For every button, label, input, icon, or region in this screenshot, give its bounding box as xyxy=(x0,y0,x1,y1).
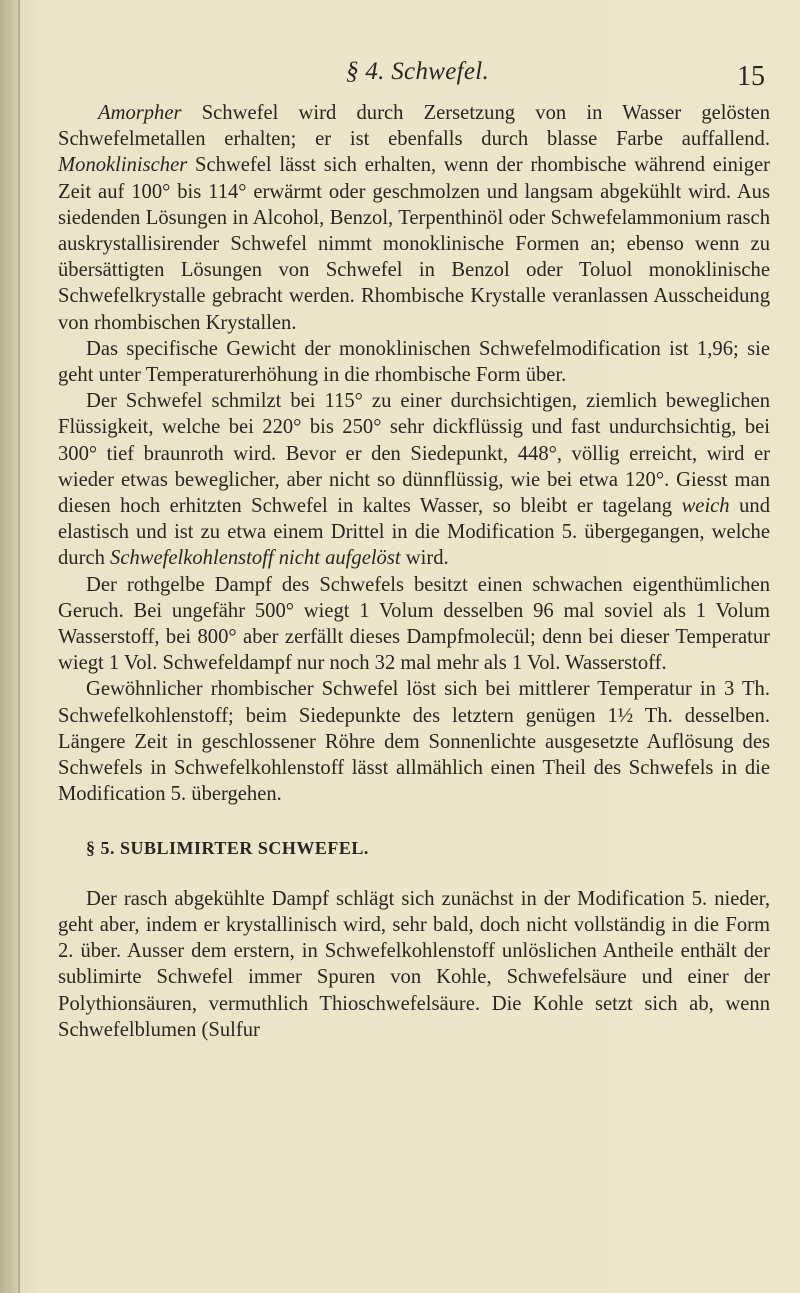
body-text xyxy=(58,100,770,1043)
text-run: Der rothgelbe Dampf des Schwefels besitzt einen schwachen eigenthümlichen Geruch. Bei ungefähr 500° wiegt 1 Volum desselben 96 mal soviel als 1 Volum Wasserstoff, bei 800° aber zerfällt dieses Dampfmolecül; denn bei dieser Temperatur wiegt 1 Vol. Schwefeldampf nur noch 32 mal mehr als 1 Vol. Wasserstoff. xyxy=(58,573,770,675)
paragraph-sublimed xyxy=(58,886,770,1043)
paragraph-amorpher xyxy=(58,100,770,336)
text-run: Der Schwefel schmilzt bei 115° zu einer durchsichtigen, ziemlich beweglichen Flüssigkeit, welche bei 220° bis 250° sehr dickflüssig und fast undurchsichtig, bei 300° tief braunroth wird. Bevor er den Siedepunkt, 448°, völlig erreicht, wird er wieder etwas beweglicher, aber nicht so dünnflüssig, wie bei etwa 120°. Giesst man diesen hoch erhitzten Schwefel in kaltes Wasser, so bleibt er tagelang xyxy=(58,390,770,518)
italic-term: weich xyxy=(681,495,730,518)
text-run: wird. xyxy=(400,547,449,570)
text-run: Das specifische Gewicht der monoklinischen Schwefelmodification ist 1,96; sie geht unter Temperaturerhöhung in die rhombische Form über. xyxy=(58,337,770,387)
paragraph-solubility xyxy=(58,676,770,807)
text-run: Der rasch abgekühlte Dampf schlägt sich zunächst in der Modification 5. nieder, geht aber, indem er krystallinisch wird, sehr bald, doch nicht vollständig in die Form 2. über. Ausser dem erstern, in Schwefelkohlenstoff unlöslichen Antheile enthält der sublimirte Schwefel immer Spuren von Kohle, Schwefelsäure und einer der Polythionsäuren, vermuthlich Thioschwefelsäure. Die Kohle setzt sich ab, wenn Schwefelblumen (Sulfur xyxy=(58,887,770,1041)
page-header xyxy=(0,58,800,98)
text-run: Schwefel wird durch Zersetzung von in Wasser gelösten Schwefelmetallen erhalten; er ist ebenfalls durch blasse Farbe auffallend. xyxy=(58,102,770,151)
italic-term: Amorpher xyxy=(98,102,182,124)
paragraph-vapour xyxy=(58,572,770,677)
section-heading: § 5. SUBLIMIRTER SCHWEFEL. xyxy=(86,838,369,859)
text-run: Gewöhnlicher rhombischer Schwefel löst sich bei mittlerer Temperatur in 3 Th. Schwefelkohlenstoff; beim Siedepunkte des letztern genügen 1½ Th. desselben. Längere Zeit in geschlossener Röhre dem Sonnenlichte ausgesetzte Auflösung des Schwefels in Schwefelkohlenstoff lässt allmählich einen Theil des Schwefels in die Modification 5. übergehen. xyxy=(58,678,770,806)
page-gutter xyxy=(0,0,18,1293)
gutter-edge xyxy=(18,0,20,1293)
running-head: § 4. Schwefel. xyxy=(346,58,490,85)
page-number: 15 xyxy=(737,61,765,92)
text-run: und elastisch und ist zu etwa einem Drittel in die Modification 5. übergegangen, welche durch xyxy=(58,495,770,570)
paragraph-melting xyxy=(58,388,770,571)
text-run: Schwefel lässt sich erhalten, wenn der rhombische während einiger Zeit auf 100° bis 114° erwärmt oder geschmolzen und langsam abgekühlt wird. Aus siedenden Lösungen in Alcohol, Benzol, Terpenthinöl oder Schwefelammonium rasch auskrystallisirender Schwefel nimmt monoklinische Formen an; ebenso wenn zu übersättigten Lösungen von Schwefel in Benzol oder Toluol monoklinische Schwefelkrystalle gebracht werden. Rhombische Krystalle veranlassen Ausscheidung von rhombischen Krystallen. xyxy=(58,154,770,334)
paragraph-specific-weight xyxy=(58,336,770,388)
italic-term: Schwefelkohlenstoff nicht aufgelöst xyxy=(110,547,401,570)
italic-term: Monoklinischer xyxy=(58,154,188,177)
